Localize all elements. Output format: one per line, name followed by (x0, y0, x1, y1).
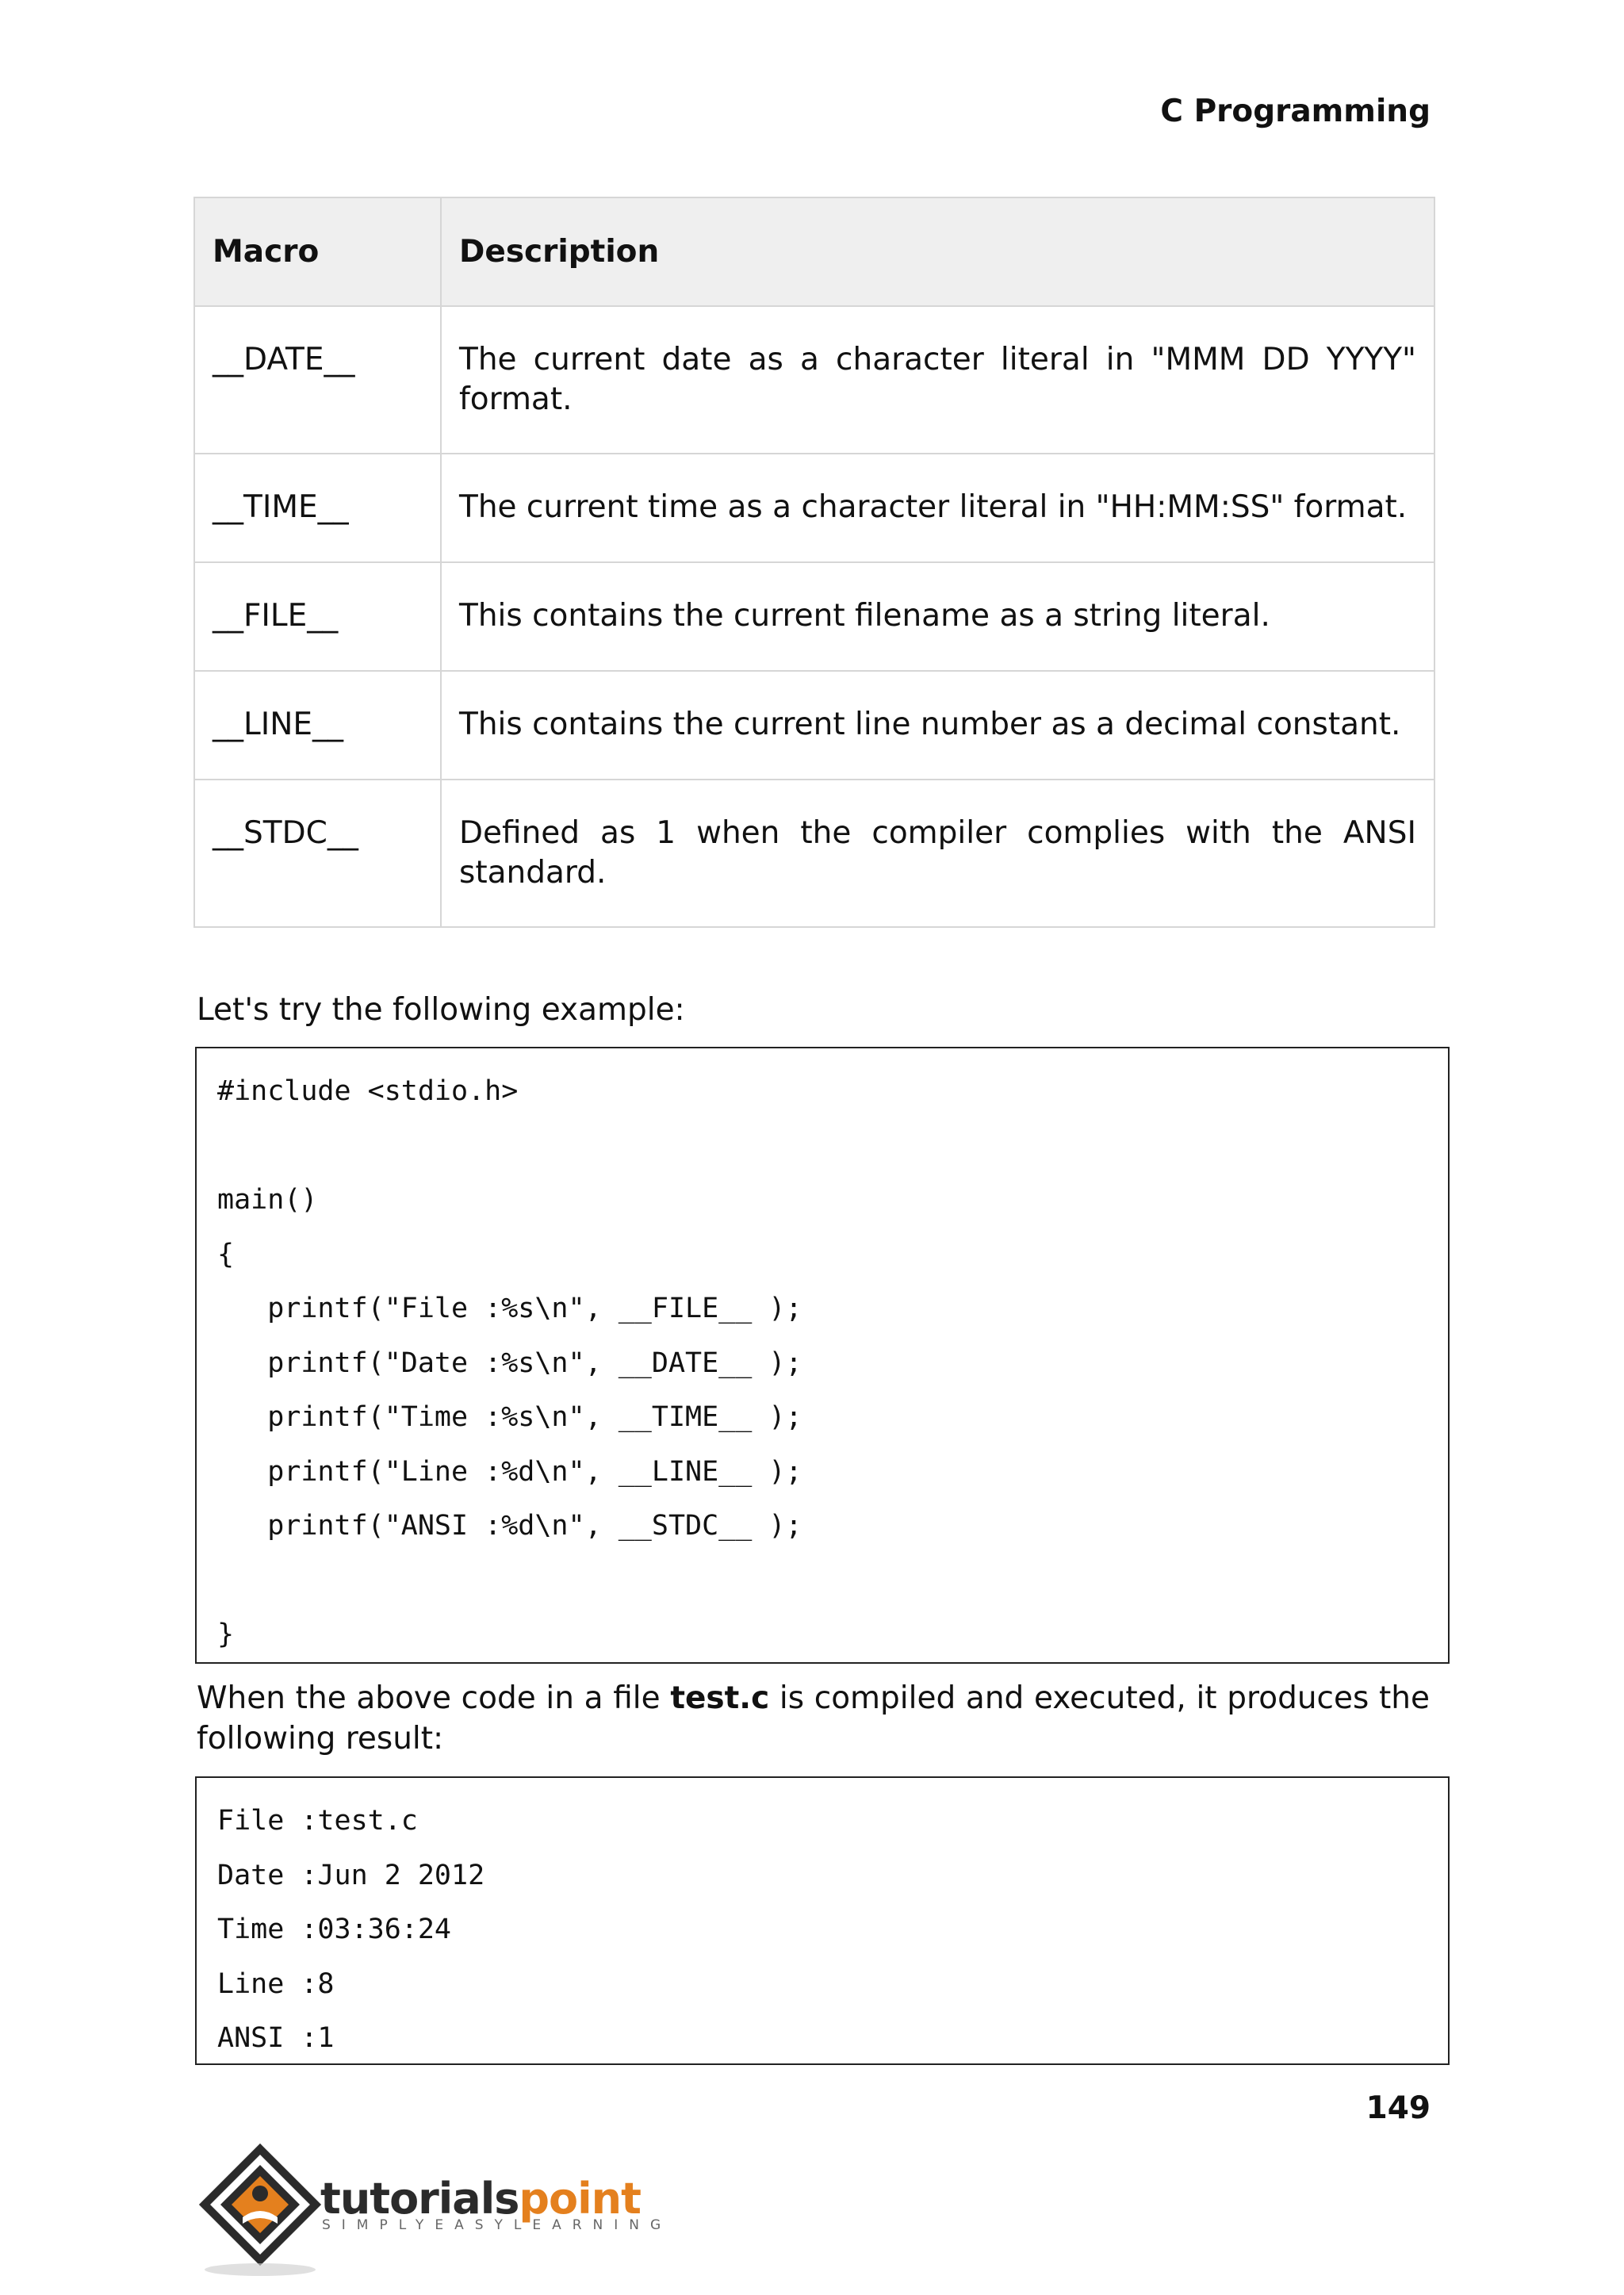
logo-diamond-icon (205, 2149, 316, 2260)
column-header-description: Description (441, 197, 1434, 306)
code-line: #include <stdio.h> (217, 1075, 519, 1107)
output-line: Line :8 (217, 1967, 335, 2000)
table-row (194, 671, 1434, 780)
macro-table (193, 197, 1435, 928)
code-line: printf("Time :%s\n", __TIME__ ); (217, 1401, 802, 1433)
code-line: } (217, 1619, 235, 1650)
macro-cell: __LINE__ (194, 671, 441, 780)
description-cell: This contains the current line number as a decimal constant. (441, 671, 1434, 780)
logo-wordmark (320, 2174, 641, 2224)
code-line: printf("Date :%s\n", __DATE__ ); (217, 1347, 802, 1379)
table-header-row (194, 197, 1434, 306)
result-paragraph (197, 1678, 1430, 1759)
output-line: Date :Jun 2 2012 (217, 1859, 485, 1891)
result-text-before: When the above code in a file (197, 1680, 671, 1716)
code-line (217, 1119, 1427, 1174)
table-row (194, 454, 1434, 562)
result-text-after: is compiled and executed, it produces the following result: (197, 1680, 1430, 1757)
column-header-macro: Macro (194, 197, 441, 306)
description-cell: The current time as a character literal in "HH:MM:SS" format. (441, 454, 1434, 562)
intro-paragraph: Let's try the following example: (197, 992, 685, 1028)
output-block (195, 1776, 1450, 2065)
table-row (194, 780, 1434, 927)
output-line: File :test.c (217, 1805, 418, 1837)
logo-word-accent: point (519, 2174, 641, 2224)
macro-cell: __DATE__ (194, 306, 441, 454)
code-line: main() (217, 1184, 318, 1216)
result-filename: test.c (670, 1680, 770, 1716)
source-code-block (195, 1047, 1450, 1664)
output-line: Time :03:36:24 (217, 1914, 452, 1945)
description-cell: The current date as a character literal in "MMM DD YYYY" format. (441, 306, 1434, 454)
code-line: printf("File :%s\n", __FILE__ ); (217, 1293, 802, 1324)
logo-word-main: tutorials (320, 2174, 519, 2224)
table-row (194, 306, 1434, 454)
table-row (194, 562, 1434, 671)
logo-tagline: SIMPLYEASYLEARNING (322, 2217, 672, 2233)
code-line: { (217, 1238, 235, 1270)
description-cell: This contains the current filename as a string literal. (441, 562, 1434, 671)
macro-cell: __STDC__ (194, 780, 441, 927)
macro-cell: __TIME__ (194, 454, 441, 562)
code-line (217, 1554, 1427, 1608)
code-line: printf("ANSI :%d\n", __STDC__ ); (217, 1510, 802, 1542)
page-number: 149 (1365, 2090, 1431, 2126)
code-line: printf("Line :%d\n", __LINE__ ); (217, 1455, 802, 1488)
output-line: ANSI :1 (217, 2022, 335, 2054)
page-header-title: C Programming (1160, 94, 1431, 129)
description-cell: Defined as 1 when the compiler complies with the ANSI standard. (441, 780, 1434, 927)
macro-cell: __FILE__ (194, 562, 441, 671)
